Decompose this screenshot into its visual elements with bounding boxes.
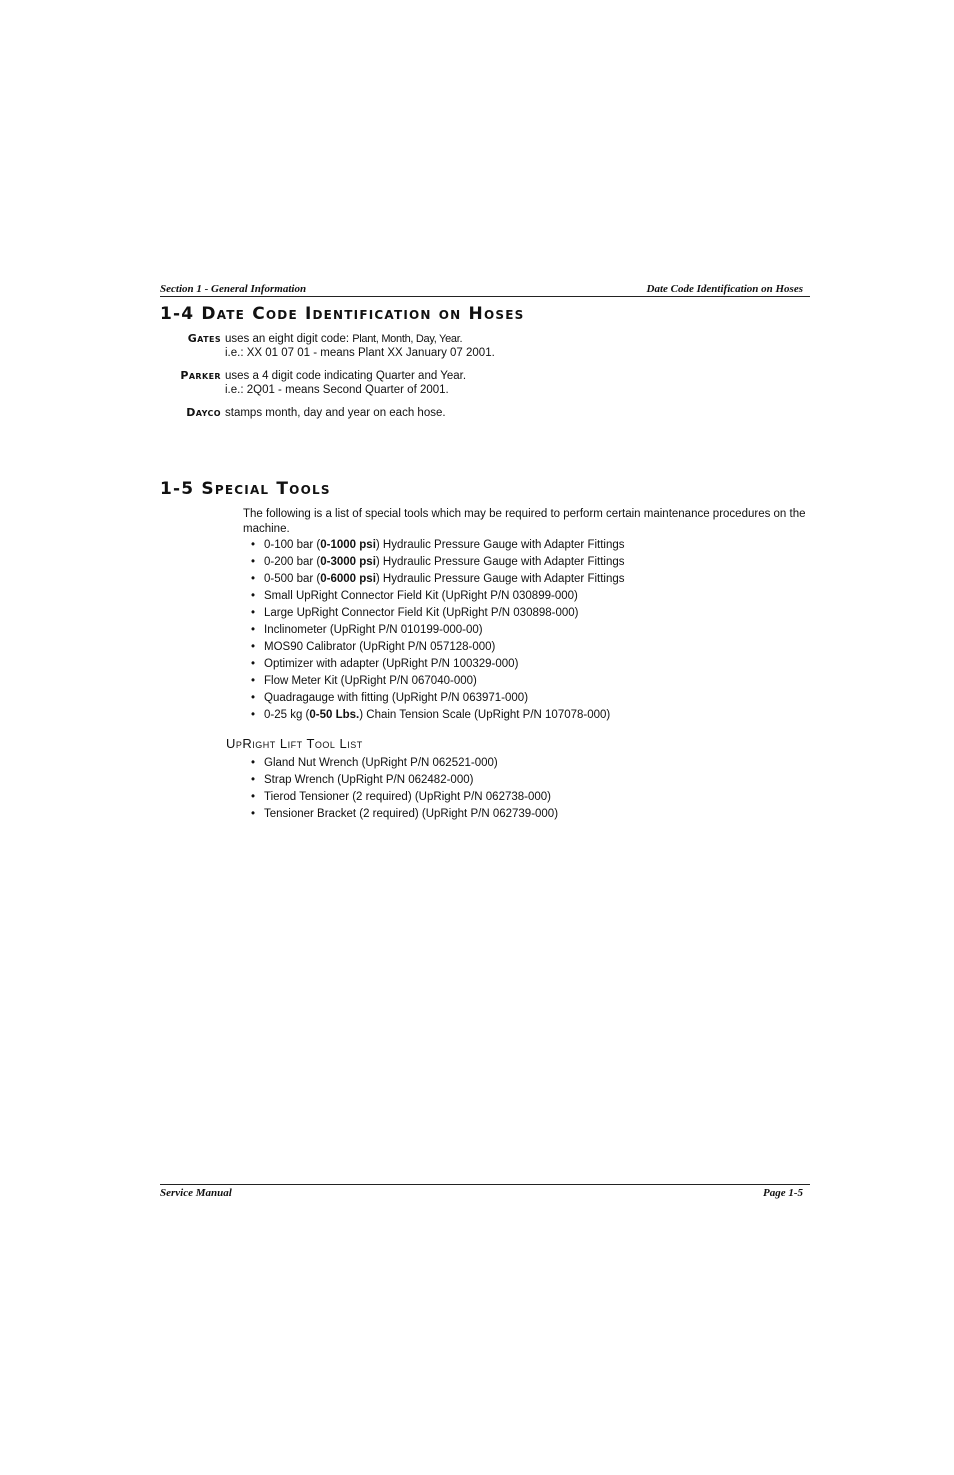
item-text: Tierod Tensioner (2 required) (UpRight P/N 062738-000) <box>264 791 552 803</box>
list-item <box>243 755 809 772</box>
item-bold-text: 0-6000 psi <box>320 573 376 585</box>
bullet: • <box>251 692 256 704</box>
list-item <box>243 554 809 571</box>
item-text-end: ) Hydraulic Pressure Gauge with Adapter Fittings <box>375 539 625 551</box>
item-text: Small UpRight Connector Field Kit (UpRight P/N 030899-000) <box>264 590 578 602</box>
list-item <box>243 639 809 656</box>
upright-tool-list <box>243 755 809 823</box>
brand-description-dayco: stamps month, day and year on each hose. <box>225 407 446 419</box>
item-bold-text: 0-1000 psi <box>320 539 376 551</box>
bullet: • <box>251 791 256 803</box>
footer-manual-label: Service Manual <box>160 1187 232 1199</box>
special-tools-intro: The following is a list of special tools which may be required to perform certain maintenance procedures on the machine. <box>243 508 806 535</box>
header-topic-label: Date Code Identification on Hoses <box>646 283 803 295</box>
item-text: Strap Wrench (UpRight P/N 062482-000) <box>264 774 474 786</box>
item-text: Quadragauge with fitting (UpRight P/N 063971-000) <box>264 692 529 704</box>
header-section-label: Section 1 - General Information <box>160 283 307 295</box>
brand-text-gates <box>225 332 495 360</box>
bullet: • <box>251 539 256 551</box>
item-bold-text: 0-50 Lbs. <box>309 709 360 721</box>
bullet: • <box>251 556 256 568</box>
list-item <box>243 656 809 673</box>
brand-text-parker <box>225 369 466 397</box>
list-item <box>243 537 809 554</box>
bullet: • <box>251 757 256 769</box>
brand-description-gates <box>225 332 495 346</box>
item-text: Gland Nut Wrench (UpRight P/N 062521-000) <box>264 757 498 769</box>
item-text: Large UpRight Connector Field Kit (UpRight P/N 030898-000) <box>264 607 579 619</box>
item-text: 0-100 bar ( <box>264 539 321 551</box>
section-title-special-tools: 1-5 Special Tools <box>160 479 331 499</box>
bullet: • <box>251 641 256 653</box>
item-text: 0-500 bar ( <box>264 573 321 585</box>
list-item <box>243 789 809 806</box>
list-item <box>243 588 809 605</box>
item-text: Optimizer with adapter (UpRight P/N 100329-000) <box>264 658 519 670</box>
brand-example-parker: i.e.: 2Q01 - means Second Quarter of 2001. <box>225 384 449 396</box>
item-text-end: ) Chain Tension Scale (UpRight P/N 107078-000) <box>359 709 611 721</box>
item-text: 0-200 bar ( <box>264 556 321 568</box>
bullet: • <box>251 808 256 820</box>
brand-code-format: Plant, Month, Day, Year. <box>352 333 463 345</box>
bullet: • <box>251 709 256 721</box>
item-text: Tensioner Bracket (2 required) (UpRight P/N 062739-000) <box>264 808 559 820</box>
item-text: Flow Meter Kit (UpRight P/N 067040-000) <box>264 675 477 687</box>
brand-text-dayco <box>225 406 446 420</box>
bullet: • <box>251 658 256 670</box>
item-bold-text: 0-3000 psi <box>320 556 376 568</box>
brand-name-parker: Parker <box>180 369 221 382</box>
item-text: Inclinometer (UpRight P/N 010199-000-00) <box>264 624 483 636</box>
footer-page-number: Page 1-5 <box>762 1187 803 1199</box>
item-text: 0-25 kg ( <box>264 709 310 721</box>
special-tools-list <box>243 537 809 724</box>
header-rule <box>160 296 810 297</box>
brand-description-text: uses an eight digit code: <box>225 333 353 345</box>
brand-example-gates: i.e.: XX 01 07 01 - means Plant XX January 07 2001. <box>225 347 495 359</box>
footer-rule <box>160 1184 810 1185</box>
bullet: • <box>251 624 256 636</box>
list-item <box>243 806 809 823</box>
list-item <box>243 571 809 588</box>
list-item <box>243 673 809 690</box>
section-title-date-code: 1-4 Date Code Identification on Hoses <box>160 304 525 324</box>
running-footer <box>160 1186 803 1200</box>
brand-description-parker: uses a 4 digit code indicating Quarter and Year. <box>225 370 467 382</box>
list-item <box>243 707 809 724</box>
running-header <box>160 282 803 296</box>
bullet: • <box>251 590 256 602</box>
bullet: • <box>251 573 256 585</box>
subsection-title-upright-lift-tool-list: UpRight Lift Tool List <box>226 736 363 751</box>
list-item <box>243 622 809 639</box>
item-text-end: ) Hydraulic Pressure Gauge with Adapter Fittings <box>375 573 625 585</box>
bullet: • <box>251 607 256 619</box>
list-item <box>243 772 809 789</box>
list-item <box>243 690 809 707</box>
item-text-end: ) Hydraulic Pressure Gauge with Adapter Fittings <box>375 556 625 568</box>
list-item <box>243 605 809 622</box>
item-text: MOS90 Calibrator (UpRight P/N 057128-000) <box>264 641 496 653</box>
brand-name-gates: Gates <box>187 332 221 345</box>
brand-name-dayco: Dayco <box>186 406 221 419</box>
bullet: • <box>251 774 256 786</box>
bullet: • <box>251 675 256 687</box>
